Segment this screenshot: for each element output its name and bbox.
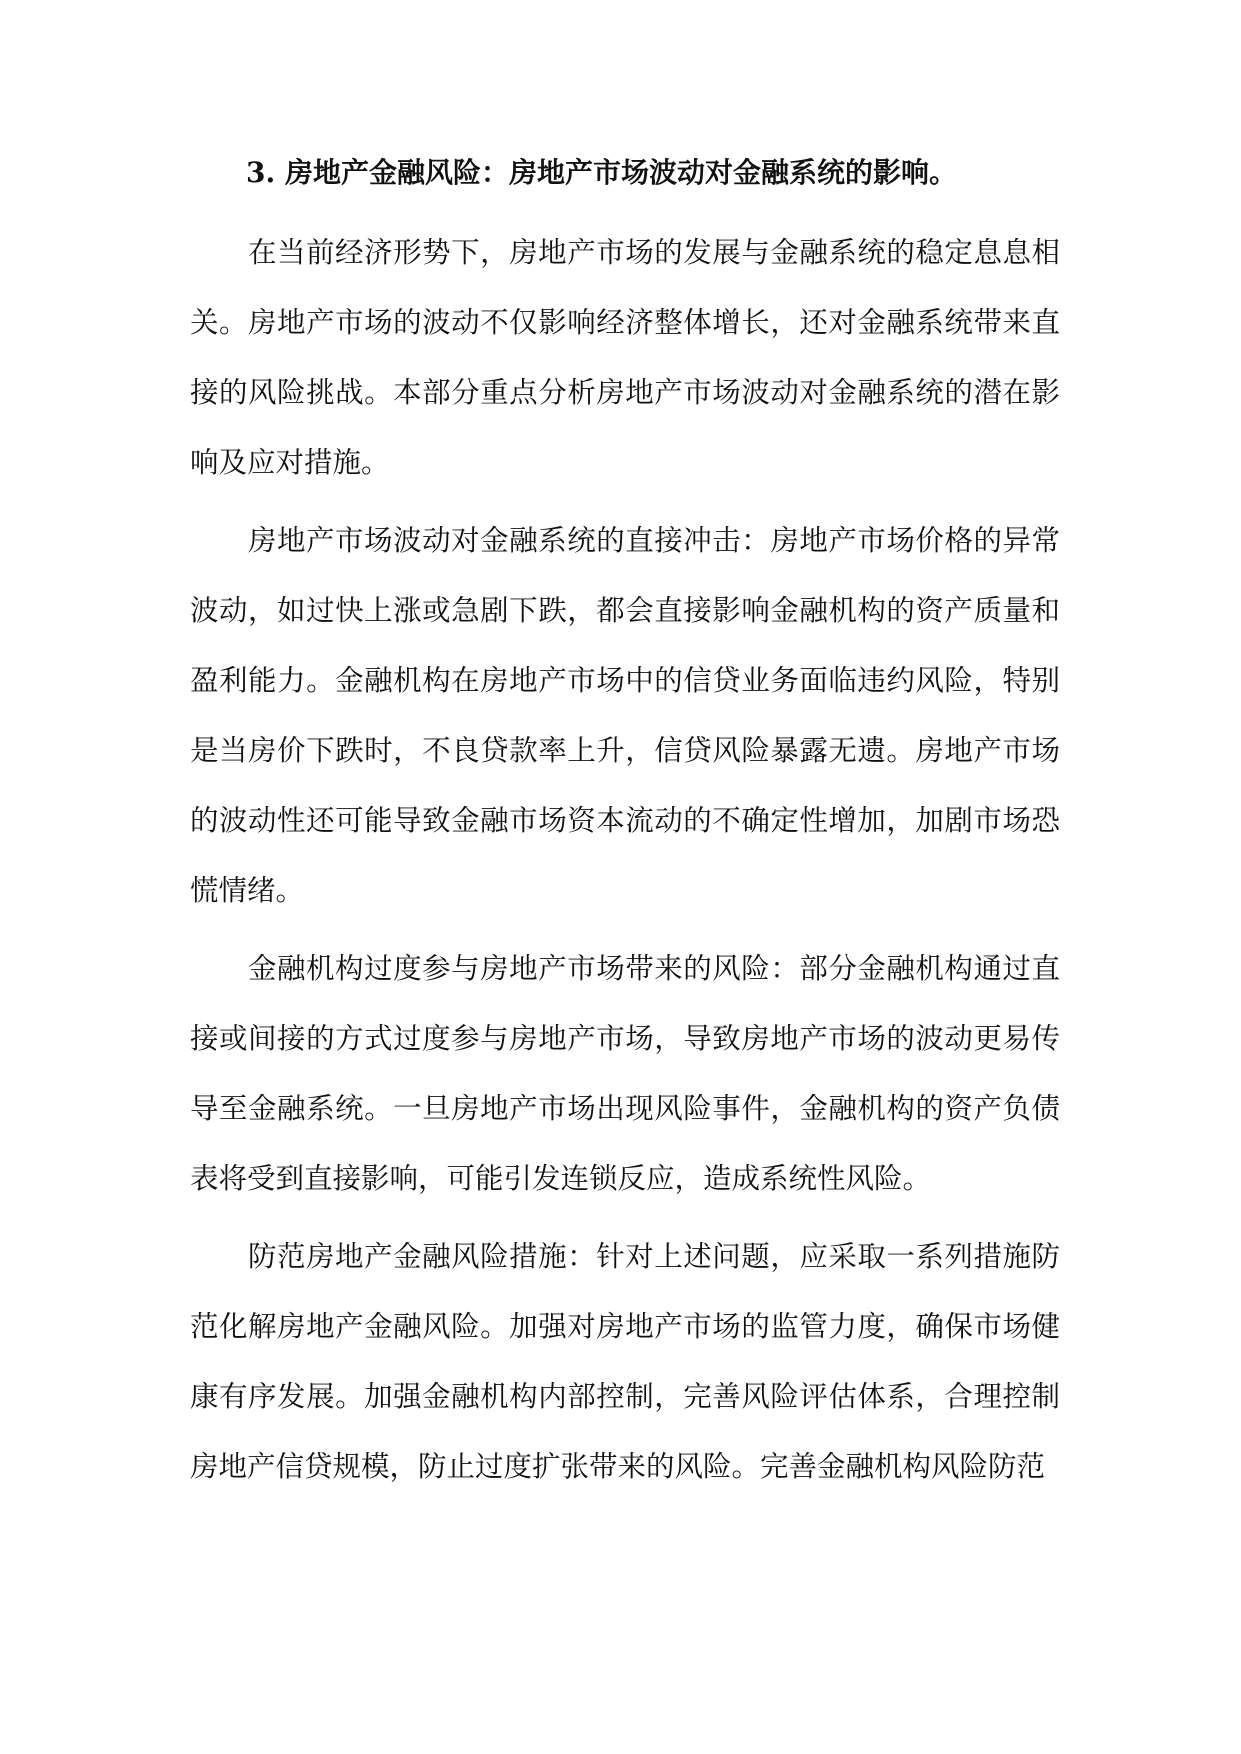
document-body <box>190 148 1060 1510</box>
paragraph-prevention-measures: 防范房地产金融风险措施：针对上述问题，应采取一系列措施防范化解房地产金融风险。加强对房地产市场的监管力度，确保市场健康有序发展。加强金融机构内部控制，完善风险评估体系，合理控制房地产信贷规模，防止过度扩张带来的风险。完善金融机构风险防范 <box>190 1240 1060 1483</box>
section-heading: 3. 房地产金融风险：房地产市场波动对金融系统的影响。 <box>246 156 957 189</box>
paragraph-direct-impact: 房地产市场波动对金融系统的直接冲击：房地产市场价格的异常波动，如过快上涨或急剧下跌，都会直接影响金融机构的资产质量和盈利能力。金融机构在房地产市场中的信贷业务面临违约风险，特别是当房价下跌时，不良贷款率上升，信贷风险暴露无遗。房地产市场的波动性还可能导致金融市场资本流动的不确定性增加，加剧市场恐慌情绪。 <box>190 524 1060 907</box>
paragraph-intro: 在当前经济形势下，房地产市场的发展与金融系统的稳定息息相关。房地产市场的波动不仅影响经济整体增长，还对金融系统带来直接的风险挑战。本部分重点分析房地产市场波动对金融系统的潜在影响及应对措施。 <box>190 236 1060 479</box>
paragraph-institution-risk: 金融机构过度参与房地产市场带来的风险：部分金融机构通过直接或间接的方式过度参与房地产市场，导致房地产市场的波动更易传导至金融系统。一旦房地产市场出现风险事件，金融机构的资产负债表将受到直接影响，可能引发连锁反应，造成系统性风险。 <box>190 952 1060 1195</box>
